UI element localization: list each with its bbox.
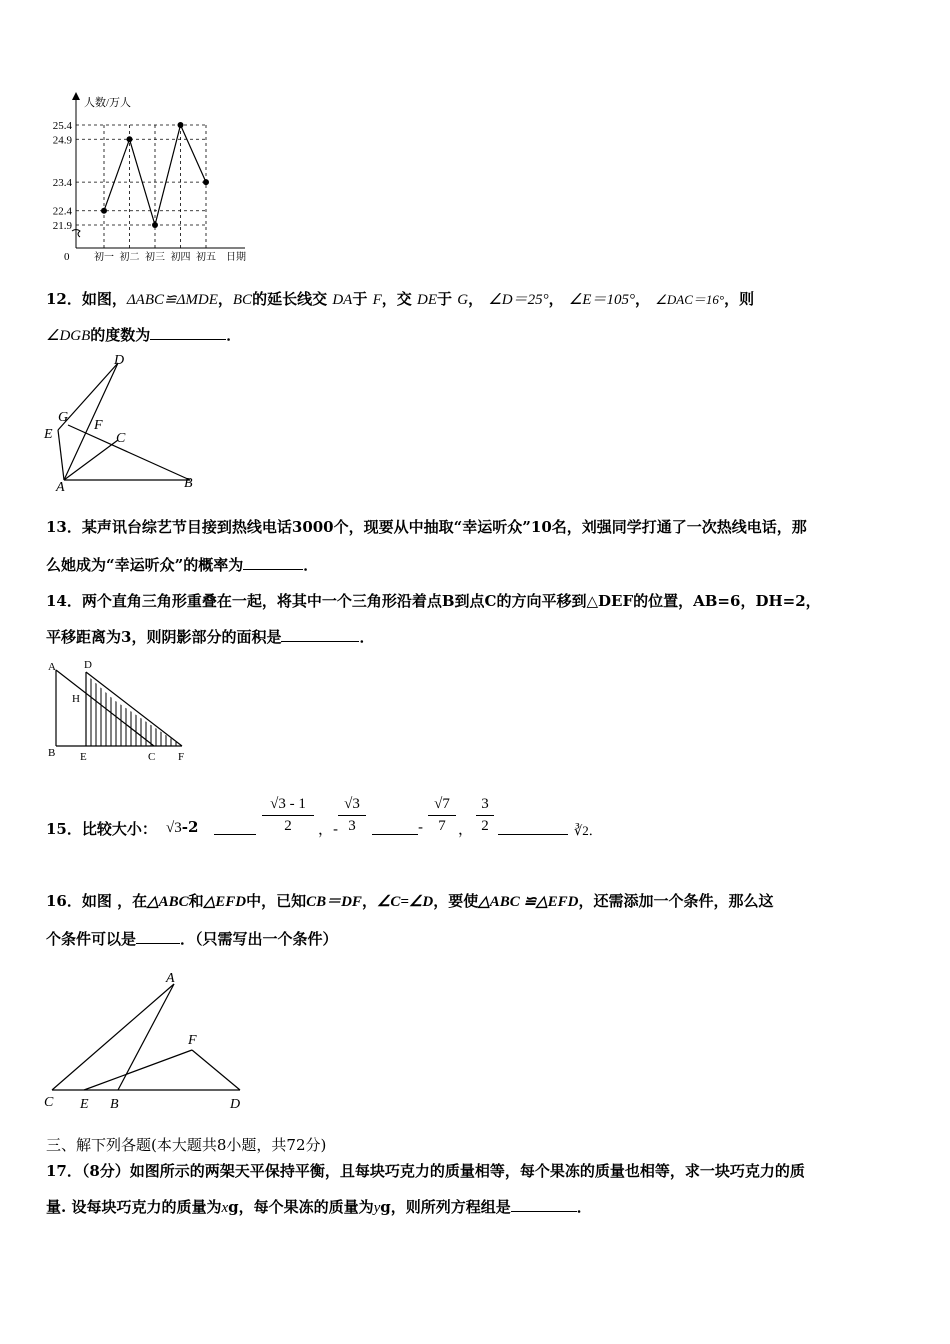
y-axis-arrow [72,92,80,100]
q16-angle-cd: ∠C=∠D [376,894,434,910]
q16-congruence: △ABC ≌△EFD [478,894,579,910]
q14-answer-blank[interactable] [281,627,359,642]
q15-frac4 [476,796,494,835]
q14-label-b: B [48,747,56,759]
q15-frac2-num: √3 [344,796,360,812]
x-tick-label: 初四 [170,252,191,263]
q17-line2 [46,1196,592,1217]
q15-frac1 [262,796,314,835]
q15-frac4-den: 2 [481,818,489,834]
q16-label-d: D [230,1097,241,1112]
q17-var-x: x [221,1200,229,1216]
q16-figure [40,966,260,1116]
q12-text: 的度数为 [90,326,151,344]
q12-text: ， [634,290,650,308]
q17-var-y: y [373,1200,381,1216]
q15-sqrt3: √3 [166,820,182,836]
q12-label-g: G [58,410,69,425]
q15-blank1[interactable] [214,820,256,835]
q17-text: ． [576,1198,592,1216]
q12-da: DA [332,292,353,308]
q16-text: ，要使 [433,892,479,910]
q12-angle-e: ∠E＝105° [568,292,635,308]
q15-frac4-num: 3 [481,796,489,812]
q16-answer-blank[interactable] [136,929,180,944]
q13-text: 么她成为“幸运听众”的概率为 [46,556,244,574]
q15-frac2-den: 3 [348,818,356,834]
q13-line2 [46,554,318,575]
q14-label-e: E [80,751,87,763]
q12-text: 于 [352,290,368,308]
q17-text: g，则所列方程组是 [380,1198,511,1216]
q15-blank3[interactable] [498,820,568,835]
q12-de: DE [416,292,437,308]
q16-text: ， [361,892,377,910]
q14-figure [44,658,194,764]
q15-frac2 [338,796,366,835]
chart-ylabel: 人数/万人 [84,97,132,109]
x-tick-label: 初一 [94,252,114,263]
q12-text: 的延长线交 [252,290,328,308]
q14-line1: 14．两个直角三角形重叠在一起，将其中一个三角形沿着点B到点C的方向平移到△DEF的位置，AB=6，DH=2， [46,592,821,610]
q16-label-b: B [110,1097,119,1112]
q12-label-a: A [56,480,65,492]
q17-text: g，每个果冻的质量为 [228,1198,374,1216]
q17-text: 量. 设每块巧克力的质量为 [46,1198,222,1216]
q12-text: ， [468,290,484,308]
q12-label-d: D [114,353,125,368]
q15-frac1-num: √3 - 1 [270,796,306,812]
line-chart [40,88,260,270]
y-tick-label: 25.4 [52,120,72,132]
q12-label-f: F [94,418,103,433]
q13-line1: 13．某声讯台综艺节目接到热线电话3000个，现要从中抽取“幸运听众”10名，刘强同学打通了一次热线电话，那 [46,518,807,536]
q16-label-a: A [166,971,175,986]
q15-minus: - [418,818,424,836]
q15-blank2[interactable] [372,820,418,835]
q15-label: 15．比较大小： [46,820,157,838]
x-tick-label: 初二 [119,252,140,263]
q14-text: ． [359,628,375,646]
q12-label-c: C [116,431,126,446]
q16-text: 和 [188,892,204,910]
q12-f: F [372,292,382,308]
q16-label-e: E [80,1097,89,1112]
data-point [101,208,107,214]
q12-answer-blank[interactable] [150,325,226,340]
data-point [178,122,184,128]
q12-line2 [46,324,241,345]
x-tick-label: 初三 [145,252,165,263]
q15-minus2: -2 [181,818,199,836]
q16-cb-df: CB＝DF [306,894,362,910]
q17-line1: 17．（8分）如图所示的两架天平保持平衡，且每块巧克力的质量相等，每个果冻的质量也相等，求一块巧克力的质 [46,1162,805,1180]
data-point [203,179,209,185]
q15-separator: ， [458,820,474,838]
q16-line1 [46,890,774,911]
q17-answer-blank[interactable] [511,1197,577,1212]
q14-label-h: H [72,693,80,705]
q16-label-c: C [44,1095,54,1110]
q12-line1 [46,288,754,309]
q13-answer-blank[interactable] [243,555,303,570]
q12-angle-d: ∠D＝25° [488,292,549,308]
q12-figure [40,350,200,492]
q12-g: G [457,292,469,308]
q14-label-a: A [48,661,56,673]
q12-text: ， [548,290,564,308]
section-3-heading: 三、解下列各题(本大题共8小题，共72分) [46,1136,327,1154]
y-tick-label: 21.9 [52,220,72,232]
q12-text: ，则 [724,290,755,308]
q15-end: ． [588,823,602,838]
y-tick-label: 23.4 [52,177,72,190]
q12-text: ． [226,326,242,344]
q14-line2 [46,626,374,647]
q12-text: ，交 [381,290,412,308]
q14-label-f: F [178,751,185,763]
data-point [127,136,133,142]
q12-label-b: B [184,476,193,491]
q15-frac3 [428,796,456,835]
q16-line2 [46,928,338,949]
q15-separator: ，- [318,820,339,838]
y-tick-label: 22.4 [52,205,72,218]
q12-angle-dgb: ∠DGB [46,328,91,344]
q15-cbrt2 [574,820,602,839]
chart-xlabel: 日期 [226,252,246,263]
q16-text: 个条件可以是 [46,930,137,948]
q16-text: ．（只需写出一个条件） [180,930,338,948]
q15-cbrt-value: ∛2 [574,823,589,838]
q16-label-f: F [188,1033,197,1048]
q12-text: ， [217,290,233,308]
q13-text: ． [303,556,319,574]
q14-text: 平移距离为3，则阴影部分的面积是 [46,628,282,646]
q12-text: 于 [436,290,452,308]
q15-expr1 [166,818,198,837]
q14-label-d: D [84,659,92,671]
q15-frac3-den: 7 [438,818,446,834]
q12-number: 12．如图， [46,290,127,308]
q14-label-c: C [148,751,156,763]
q16-text: ，还需添加一个条件，那么这 [578,892,774,910]
x-tick-label: 初五 [196,252,216,263]
q12-angle-dac: ∠DAC＝16° [655,292,725,307]
q16-abc: △ABC [147,894,189,910]
q12-congruence: ΔABC≌ΔMDE [126,292,218,308]
q15-frac1-den: 2 [284,818,292,834]
q16-text: 中，已知 [246,892,307,910]
y-tick-label: 24.9 [52,134,72,147]
q12-label-e: E [44,427,53,442]
chart-origin: 0 [64,251,70,263]
q16-efd: △EFD [203,894,247,910]
data-point [152,222,158,228]
q15-frac3-num: √7 [434,796,450,812]
q16-text: 16．如图 ，在 [46,892,148,910]
q12-bc: BC [232,292,253,308]
